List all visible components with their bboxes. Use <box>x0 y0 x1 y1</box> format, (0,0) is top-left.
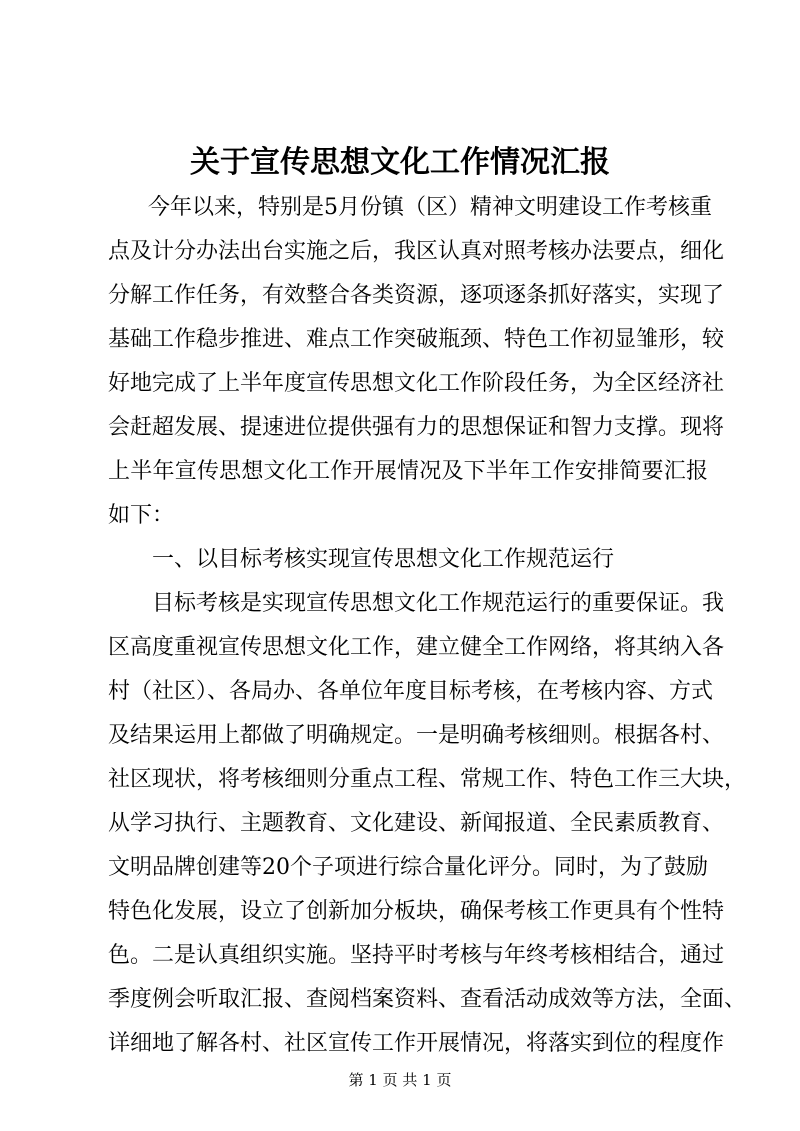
page-footer: 第 1 页 共 1 页 <box>348 1071 452 1089</box>
text-line: 今年以来，特别是5月份镇（区）精神文明建设工作考核重 <box>148 195 712 220</box>
text-line: 区高度重视宣传思想文化工作，建立健全工作网络，将其纳入各 <box>108 635 725 660</box>
text-line: 好地完成了上半年度宣传思想文化工作阶段任务，为全区经济社 <box>108 371 725 396</box>
text-line: 色。二是认真组织实施。坚持平时考核与年终考核相结合，通过 <box>108 943 725 968</box>
text-line: 会赶超发展、提速进位提供强有力的思想保证和智力支撑。现将 <box>108 415 725 440</box>
text-line: 基础工作稳步推进、难点工作突破瓶颈、特色工作初显雏形，较 <box>108 327 725 352</box>
text-line: 从学习执行、主题教育、文化建设、新闻报道、全民素质教育、 <box>108 811 725 836</box>
text-line: 如下： <box>108 503 175 528</box>
text-line: 点及计分办法出台实施之后，我区认真对照考核办法要点，细化 <box>108 239 725 264</box>
text-line: 文明品牌创建等20个子项进行综合量化评分。同时，为了鼓励 <box>108 855 708 880</box>
text-line: 季度例会听取汇报、查阅档案资料、查看活动成效等方法，全面、 <box>108 987 747 1012</box>
text-line: 分解工作任务，有效整合各类资源，逐项逐条抓好落实，实现了 <box>108 283 725 308</box>
section-heading: 一、以目标考核实现宣传思想文化工作规范运行 <box>152 547 615 572</box>
text-line: 详细地了解各村、社区宣传工作开展情况，将落实到位的程度作 <box>108 1031 725 1056</box>
text-line: 特色化发展，设立了创新加分板块，确保考核工作更具有个性特 <box>108 899 725 924</box>
text-line: 村（社区）、各局办、各单位年度目标考核，在考核内容、方式 <box>108 679 714 704</box>
text-line: 上半年宣传思想文化工作开展情况及下半年工作安排简要汇报 <box>108 459 708 484</box>
document-title: 关于宣传思想文化工作情况汇报 <box>190 145 610 180</box>
text-line: 社区现状，将考核细则分重点工程、常规工作、特色工作三大块， <box>108 767 747 792</box>
text-line: 目标考核是实现宣传思想文化工作规范运行的重要保证。我 <box>152 591 725 616</box>
text-line: 及结果运用上都做了明确规定。一是明确考核细则。根据各村、 <box>108 723 725 748</box>
